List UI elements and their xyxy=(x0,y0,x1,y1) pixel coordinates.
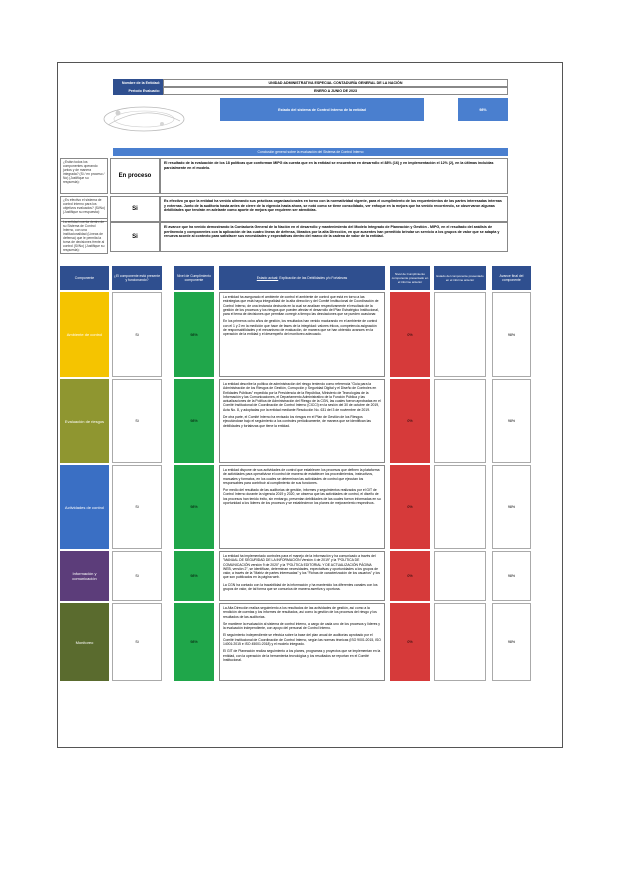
component-level: 98% xyxy=(174,603,214,681)
col-header-level: Nivel de Cumplimiento componente xyxy=(174,266,214,290)
col-header-prev-level: Nivel de Cumplimiento componente presentado en el informe anterior xyxy=(390,266,430,290)
component-prev-level: 0% xyxy=(390,551,430,601)
justification-3: El avance que ha venido demostrando la Contaduría General de la Nación en el desarrollo y mantenimiento del Modelo Integrado de Planeación y Gestión - MIPG, en el resultado del análisis de pertinencia y componentes con la aplicación de las cuatro líneas de defensa, librados por la alta Dirección, en que ausentes han permitido brindar un servicio a los grupos de valor que se adapta y renueva acorde al contexto para satisfacer sus necesidades y expectativas dentro del marco de la cadena de valor de la entidad. xyxy=(160,222,508,252)
answer-2: Si xyxy=(110,196,160,222)
component-prev-state xyxy=(434,292,486,377)
component-present: Si xyxy=(112,551,162,601)
component-prev-level: 0% xyxy=(390,603,430,681)
logo-graphic xyxy=(98,99,190,139)
description-paragraph: De otra parte, el Comité Interno ha revisado los riesgos en el Plan de Gestión de los Riesgos ejecutándose bajo el seguimiento a los controles periódicamente, de manera que se identifican las debilidades y fortalezas que tiene la entidad. xyxy=(223,415,371,428)
col-header-progress: Avance final del componente xyxy=(492,266,531,290)
component-present: Si xyxy=(112,379,162,463)
component-present: Si xyxy=(112,292,162,377)
justification-1: El resultado de la evaluación de los 18 políticas que conforman MIPG da cuenta que en la entidad se encuentran en desarrollo el 88% (16) y en implementación el 12% (2), en la últimas incluidas parcialmente en el modelo. xyxy=(160,158,508,194)
component-progress: 98% xyxy=(492,465,531,549)
component-progress: 98% xyxy=(492,551,531,601)
component-name: Información y comunicación xyxy=(60,551,109,601)
status-label: Estado del sistema de Control Interno de la entidad xyxy=(220,98,424,121)
description-paragraph: En los primeros ocho años de gestión, los resultados han venido madurando en el ambiente de control con el 1 y 2 en la medición que hace de fases de la integridad: valores éticos, competencia asignación de responsabilidades y el mecanismo de evaluación, de manera que se han obtenido avances en la operación de la entidad y el desempeño del monitoreo adecuado. xyxy=(223,319,378,337)
component-level: 98% xyxy=(174,292,214,377)
component-description xyxy=(219,379,385,463)
answer-3: Si xyxy=(110,222,160,252)
component-prev-level: 0% xyxy=(390,465,430,549)
description-paragraph: La entidad describe la política de administración del riesgo teniendo como referencia "Guía para la Administración de los Riesgos de Gestión, Corrupción y Seguridad Digital y el Diseño de Controles en Entidades Públicas" expedida por la Presidencia de la República, Ministerio de Tecnologías de la Información y las Comunicaciones, el Departamento Administrativo de la Función Pública y las actualizaciones de la Política de Administración del Riesgo de la CGN, las cuales fueron aprobadas en el Comité Institucional de Coordinación de Control Interno (CICCI) en la sesión del 30 de octubre de 2019, Acta No. 8, y adoptadas por la entidad mediante Resolución No. 631 del 3 de noviembre de 2019. xyxy=(223,382,381,412)
description-paragraph: La entidad dispone de sus actividades de control que establecen los procesos que definen la plataforma de actividades para operativizar el control de manera de establecer los procedimientos, instructivos, manuales y formatos, en los cuales se determinan las actividades de control que ejecutan los responsables para contribuir al cumplimiento de sus funciones. xyxy=(223,468,380,485)
col-header-prev-state: Estado del componente presentado en el informe anterior xyxy=(434,266,486,290)
question-2: ¿Es efectivo el sistema de control interno para los objetivos evaluados? (Si/No) (Justifique su respuesta): xyxy=(60,196,108,222)
component-prev-state xyxy=(434,379,486,463)
component-prev-state xyxy=(434,551,486,601)
description-paragraph: La Alta Dirección realiza seguimiento a los resultados de las actividades de gestión, así como a la rendición de cuentas y los informes de resultados, así como la gestión de los procesos del riesgo y los resultados de las auditorías. xyxy=(223,606,377,619)
component-description xyxy=(219,292,385,377)
period-value: ENERO A JUNIO DE 2023 xyxy=(163,87,508,95)
component-name: Ambiente de control xyxy=(60,292,109,377)
col-header-component: Componente xyxy=(60,266,109,290)
component-level: 98% xyxy=(174,465,214,549)
status-value: 98% xyxy=(458,98,508,121)
component-prev-level: 0% xyxy=(390,292,430,377)
description-paragraph: La entidad ha asegurado el ambiente de control el ambiente de control que está en torno a las estrategias que está haya integralidad de la alta dirección y del Comité Institucional de Coordinación de Control Interno, de una instancia decisoria en la cual se analizan respectivamente el resultado de la gestión de los procesos y los riesgos que pueden afectar el desarrollo del Plan Estratégico Institucional, para el tema de decisiones que permitan corregir a tiempo las desviaciones que se pueden ocasionar. xyxy=(223,295,379,317)
question-3: La entidad cuenta dentro de su Sistema de Control Interno, con una institucionalidad (Líneas de defensa) que le permita la toma de decisiones frente al control (Si/No) (Justifique su respuesta): xyxy=(60,218,108,254)
component-prev-level: 0% xyxy=(390,379,430,463)
component-present: Si xyxy=(112,603,162,681)
component-prev-state xyxy=(434,603,486,681)
state-rest: Explicación de las Debilidades y/o Fortalezas xyxy=(279,276,348,280)
justification-2: Es efectivo ya que la entidad ha venido alineando sus prácticas organizacionales en torno con la normatividad vigente, para el cumplimiento de los requerimientos de las partes interesadas internas y externas. Junto de la auditoría hasta antes de cierre de la vigencia hasta ahora, se notó como se tiene consolidado, ver enfoque en la mejora que ha venido recorriendo, se observaron algunas debilidades que tendrán en adelante como aporte de mejora que requieren ser atendidas. xyxy=(160,196,508,222)
description-paragraph: La CGN ha contado con la trazabilidad de la información y ha mantenido los diferentes canales con los grupos de valor, de tal forma que se comunica de manera asertiva y oportuna. xyxy=(223,582,378,592)
description-paragraph: El GIT de Planeación realiza seguimiento a los planes, programas y proyectos que se implementan en la entidad, con la operación de la herramienta tecnológica y los resultados se reportan en el Comité Institucional. xyxy=(223,649,381,662)
conclusion-title: Conclusión general sobre la evaluación del Sistema de Control Interno xyxy=(113,148,508,156)
question-1: ¿Están todos los componentes operando juntos y de manera integrada? (Si / en proceso / No) (Justifique su respuesta): xyxy=(60,158,108,194)
description-paragraph: Por medio del resultado de las auditorías de gestión, informes y seguimientos realizados por el GIT de Control Interno durante la vigencia 2019 y 2020, se observa que las actividades de control, el diseño de los procesos han tenido éxito, sin embargo, presentan debilidades de las cuales fueron informadas en su oportunidad a los líderes de los procesos y se establecieron los planes de mejoramiento respectivos. xyxy=(223,488,381,506)
description-paragraph: La entidad ha implementado controles para el manejo de la información y ha comunicado a través del "MANUAL DE SEGURIDAD DE LA INFORMACIÓN Versión 4 de 2019" y la "POLÍTICA DE COMUNICACIÓN versión 9 de 2020" y la "POLÍTICA EDITORIAL Y DE ACTUALIZACIÓN PÁGINA WEB, versión 2", se identifican, determinan necesidades, expectativas y oportunidades a los grupos de valor, a través de la "Matriz de partes interesadas" y los "Fichas de caracterización de los usuarios" y los que son publicados en la página web. xyxy=(223,554,380,580)
component-description xyxy=(219,551,385,601)
component-level: 98% xyxy=(174,551,214,601)
col-header-present: ¿El componente está presente y funcionando? xyxy=(112,266,162,290)
component-name: Actividades de control xyxy=(60,465,109,549)
component-present: Si xyxy=(112,465,162,549)
component-name: Monitoreo xyxy=(60,603,109,681)
description-paragraph: El seguimiento independiente se efectúa sobre la base del plan anual de auditorías aprobado por el Comité Institucional de Coordinación de Control Interno, según las normas técnicas (ISO 9001:2015, ISO 14001:2015 e ISO 45001:2018) y el modelo integrado. xyxy=(223,633,381,647)
component-description xyxy=(219,465,385,549)
state-prefix: Estado actual: xyxy=(256,276,279,280)
entity-value: UNIDAD ADMINISTRATIVA ESPECIAL CONTADURÍA GENERAL DE LA NACIÓN xyxy=(163,79,508,87)
entity-label: Nombre de la Entidad: xyxy=(113,79,163,87)
col-header-state xyxy=(219,266,385,290)
component-progress: 98% xyxy=(492,292,531,377)
component-level: 98% xyxy=(174,379,214,463)
entity-logo xyxy=(98,99,190,139)
component-description xyxy=(219,603,385,681)
description-paragraph: Se mantiene la evaluación al sistema de control interno, a cargo de cada uno de los procesos y líderes y la evaluación independiente, con apoyo del personal de Control Interno. xyxy=(223,621,381,631)
answer-1: En proceso xyxy=(110,158,160,194)
component-name: Evaluación de riesgos xyxy=(60,379,109,463)
period-label: Periodo Evaluado: xyxy=(113,87,163,95)
component-progress: 98% xyxy=(492,379,531,463)
component-progress: 98% xyxy=(492,603,531,681)
component-prev-state xyxy=(434,465,486,549)
